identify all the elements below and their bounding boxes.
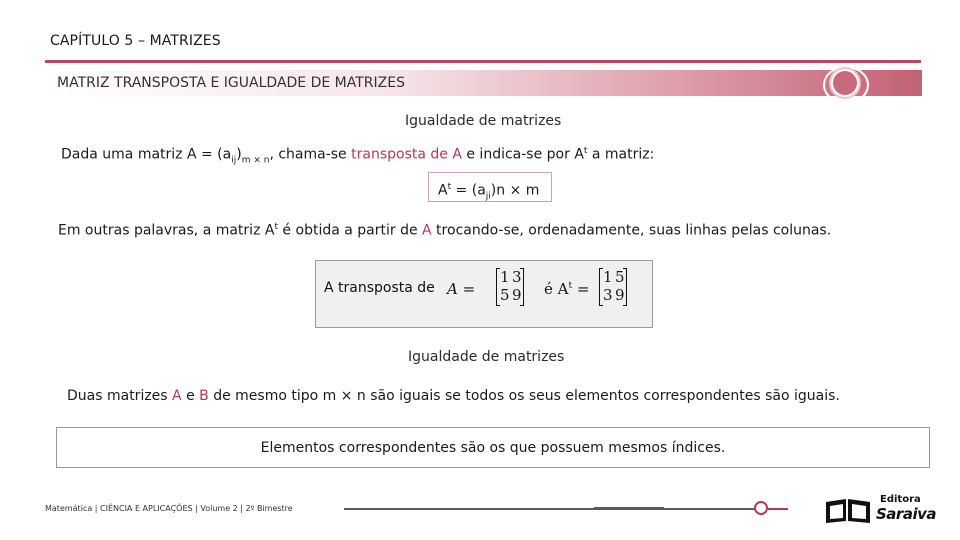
- superscript: t: [583, 146, 588, 156]
- matrix-cell: 5: [500, 286, 510, 304]
- logo-saraiva: Saraiva: [876, 505, 936, 523]
- footer-line-short: [344, 508, 372, 510]
- banner-title: MATRIZ TRANSPOSTA E IGUALDADE DE MATRIZES: [57, 75, 405, 91]
- footer-text: Matemática | CIÊNCIA E APLICAÇÕES | Volume 2 | 2º Bimestre: [45, 504, 293, 513]
- matrix-cell: 5: [615, 268, 625, 286]
- matrix-cell: 3: [512, 268, 522, 286]
- chapter-title: CAPÍTULO 5 – MATRIZES: [50, 33, 221, 49]
- matrix-cell: 9: [512, 286, 522, 304]
- footer-line-end: [664, 508, 754, 510]
- text-run: trocando-se, ordenadamente, suas linhas pelas colunas.: [431, 222, 832, 239]
- text-run: é obtida a partir de: [277, 222, 423, 239]
- footer-red-line: [768, 508, 788, 510]
- section-heading-2: Igualdade de matrizes: [408, 349, 565, 365]
- text-run: Dada uma matriz A = (a: [61, 146, 232, 163]
- matrix-cell: 3: [603, 286, 613, 304]
- example-lhs: A =: [447, 280, 476, 298]
- subscript: ij: [231, 155, 237, 166]
- banner-circle-icon: [831, 69, 859, 97]
- example-prefix: A transposta de: [324, 280, 435, 296]
- logo-editora: Editora: [880, 494, 921, 505]
- matrix-A: [496, 269, 524, 305]
- superscript: t: [568, 281, 573, 291]
- matrix-cell: 1: [500, 268, 510, 286]
- note-box: Elementos correspondentes são os que possuem mesmos índices.: [56, 427, 930, 468]
- explanation-paragraph: [58, 222, 831, 239]
- text-run: e indica-se por A: [461, 146, 584, 163]
- definition-paragraph: [61, 146, 654, 165]
- subscript: m × n: [241, 155, 270, 166]
- emphasis: A: [172, 388, 182, 404]
- equality-paragraph: [67, 388, 840, 404]
- transpose-example-box: [315, 260, 653, 328]
- example-mid: [544, 280, 589, 298]
- text-run: e: [181, 388, 200, 404]
- text-run: de mesmo tipo m × n são iguais se todos os seus elementos correspondentes são iguais.: [208, 388, 840, 404]
- matrix-cell: 9: [615, 286, 625, 304]
- emphasis: A: [422, 222, 432, 239]
- footer-dot-icon: [754, 501, 768, 515]
- publisher-logo: [824, 494, 942, 526]
- text-run: =: [572, 280, 590, 298]
- header-rule: [45, 60, 921, 63]
- text-run: )n × m: [490, 182, 540, 199]
- section-heading-1: Igualdade de matrizes: [405, 113, 562, 129]
- text-run: a matriz:: [587, 146, 655, 163]
- text-run: A: [438, 182, 448, 199]
- footer-line-long: [372, 508, 594, 510]
- transpose-formula-box: [428, 172, 552, 202]
- matrix-cell: 1: [603, 268, 613, 286]
- emphasis: transposta de A: [351, 146, 462, 163]
- section-banner: [45, 70, 922, 96]
- superscript: t: [274, 222, 278, 232]
- book-icon: [824, 496, 872, 524]
- text-run: Em outras palavras, a matriz A: [58, 222, 275, 239]
- matrix-At: [599, 269, 627, 305]
- subscript: ji: [485, 191, 491, 202]
- text-run: ): [236, 146, 242, 163]
- text-run: , chama-se: [269, 146, 352, 163]
- superscript: t: [447, 182, 452, 192]
- emphasis: B: [199, 388, 209, 404]
- text-run: = (a: [451, 182, 486, 199]
- footer-line-thick: [594, 507, 664, 510]
- text-run: é A: [544, 280, 569, 298]
- text-run: Duas matrizes: [67, 388, 173, 404]
